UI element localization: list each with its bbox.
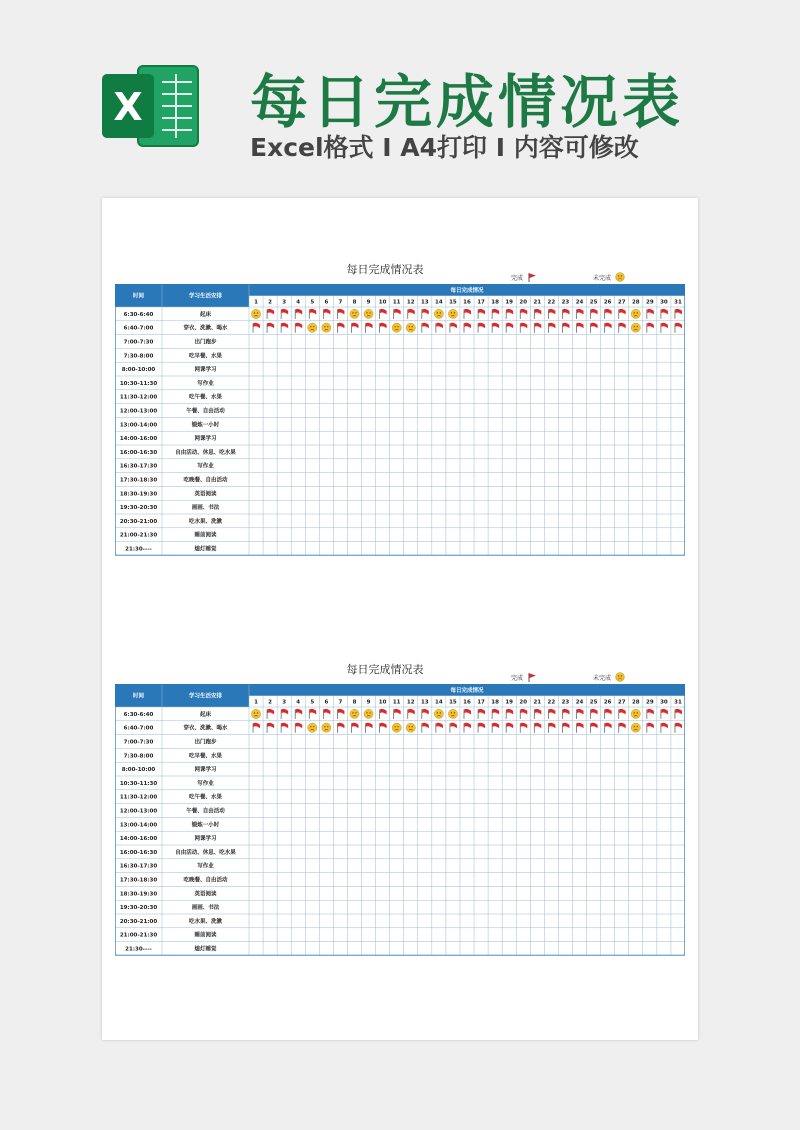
flag-icon	[337, 323, 344, 333]
row-time: 14:00-16:00	[119, 836, 158, 843]
flag-icon	[562, 709, 569, 719]
flag-icon	[548, 323, 555, 333]
flag-icon	[605, 709, 612, 719]
flag-icon	[337, 709, 344, 719]
row-task: 写作业	[197, 380, 214, 387]
flag-icon	[562, 723, 569, 733]
row-task: 午餐、自由活动	[186, 408, 225, 415]
row-task: 锻炼一小时	[191, 822, 220, 829]
row-task: 网课学习	[194, 436, 217, 443]
row-task: 写作业	[197, 463, 214, 470]
day-number: 3	[282, 299, 287, 306]
day-number: 31	[674, 699, 682, 706]
document-page	[102, 198, 698, 1040]
schedule-table	[115, 284, 685, 558]
day-number: 18	[491, 299, 499, 306]
flag-icon	[562, 323, 569, 333]
row-time: 12:00-13:00	[119, 808, 158, 815]
row-time: 6:30-6:40	[123, 311, 154, 318]
row-time: 8:00-10:00	[121, 367, 156, 374]
flag-icon	[661, 723, 668, 733]
flag-icon	[492, 709, 499, 719]
flag-icon	[267, 709, 274, 719]
day-number: 10	[378, 299, 387, 306]
flag-icon	[478, 723, 485, 733]
flag-icon	[281, 709, 288, 719]
row-time: 12:00-13:00	[119, 408, 158, 415]
row-time: 7:30-8:00	[123, 753, 154, 760]
flag-icon	[520, 323, 527, 333]
day-number: 22	[547, 699, 556, 706]
day-number: 27	[617, 699, 626, 706]
day-number: 19	[505, 299, 514, 306]
flag-icon	[337, 723, 344, 733]
row-time: 17:30-18:30	[119, 477, 158, 484]
day-number: 30	[660, 699, 668, 706]
sad-face-icon	[308, 323, 317, 332]
day-number: 30	[660, 299, 668, 306]
flag-icon	[295, 723, 302, 733]
row-time: 13:00-14:00	[119, 422, 158, 429]
sad-face-icon	[434, 709, 443, 718]
row-time: 16:30-17:30	[119, 863, 158, 870]
sad-face-icon	[615, 272, 625, 282]
row-task: 起床	[199, 311, 212, 318]
flag-icon	[492, 723, 499, 733]
day-number: 11	[392, 299, 401, 306]
flag-icon	[337, 309, 344, 319]
flag-icon	[394, 309, 401, 319]
row-time: 6:30-6:40	[123, 711, 154, 718]
col-header-task: 学习生活安排	[188, 693, 223, 700]
day-number: 7	[338, 299, 343, 306]
day-number: 23	[561, 699, 570, 706]
day-number: 6	[324, 299, 329, 306]
flag-icon	[436, 723, 443, 733]
flag-icon	[450, 323, 457, 333]
row-time: 14:00-16:00	[119, 436, 158, 443]
row-task: 出门跑步	[194, 739, 217, 746]
day-number: 4	[296, 299, 301, 306]
col-header-time: 时间	[132, 693, 145, 700]
flag-icon	[506, 323, 513, 333]
row-time: 6:40-7:00	[123, 725, 154, 732]
row-task: 吃早餐、水果	[188, 753, 223, 760]
row-time: 19:30-20:30	[119, 505, 158, 512]
sad-face-icon	[434, 309, 443, 318]
row-task: 穿衣、洗漱、喝水	[183, 725, 228, 732]
flag-icon	[281, 323, 288, 333]
flag-icon	[281, 309, 288, 319]
banner	[0, 0, 800, 190]
flag-icon	[577, 323, 584, 333]
flag-icon	[309, 309, 316, 319]
flag-icon	[577, 723, 584, 733]
flag-icon	[281, 723, 288, 733]
row-task: 网课学习	[194, 836, 217, 843]
day-number: 27	[617, 299, 626, 306]
flag-icon	[591, 309, 598, 319]
day-number: 8	[352, 699, 357, 706]
day-number: 14	[435, 299, 443, 306]
flag-icon	[534, 323, 541, 333]
sad-face-icon	[392, 323, 401, 332]
legend-undone-label: 未完成	[593, 674, 612, 682]
flag-icon	[661, 309, 668, 319]
day-number: 5	[310, 299, 315, 306]
row-time: 17:30-18:30	[119, 877, 158, 884]
flag-icon	[647, 309, 654, 319]
day-number: 4	[296, 699, 301, 706]
flag-icon	[478, 709, 485, 719]
day-number: 10	[378, 699, 387, 706]
day-number: 29	[646, 299, 654, 306]
row-time: 19:30-20:30	[119, 905, 158, 912]
flag-icon	[464, 309, 471, 319]
row-time: 21:30----	[125, 546, 152, 553]
row-task: 写作业	[197, 780, 214, 787]
flag-icon	[520, 309, 527, 319]
flag-icon	[422, 723, 429, 733]
flag-icon	[675, 309, 682, 319]
flag-icon	[408, 709, 415, 719]
flag-icon	[351, 723, 358, 733]
flag-icon	[548, 709, 555, 719]
day-number: 17	[477, 699, 485, 706]
flag-icon	[591, 323, 598, 333]
sad-face-icon	[350, 309, 359, 318]
row-time: 16:30-17:30	[119, 463, 158, 470]
flag-icon	[520, 709, 527, 719]
row-time: 7:30-8:00	[123, 353, 154, 360]
day-number: 15	[449, 299, 457, 306]
flag-icon	[478, 323, 485, 333]
flag-icon	[527, 272, 537, 282]
row-time: 21:30----	[125, 946, 152, 953]
flag-icon	[534, 309, 541, 319]
day-number: 16	[463, 699, 471, 706]
flag-icon	[450, 723, 457, 733]
flag-icon	[527, 672, 537, 682]
sad-face-icon	[251, 709, 260, 718]
col-header-time: 时间	[132, 293, 145, 300]
sad-face-icon	[448, 709, 457, 718]
sad-face-icon	[322, 323, 331, 332]
row-task: 网课学习	[194, 367, 217, 374]
day-number: 3	[282, 699, 287, 706]
day-number: 13	[420, 699, 429, 706]
flag-icon	[323, 709, 330, 719]
flag-icon	[577, 309, 584, 319]
day-number: 29	[646, 699, 654, 706]
row-task: 画画、书法	[191, 505, 220, 512]
day-number: 9	[366, 299, 371, 306]
sad-face-icon	[364, 309, 373, 318]
day-number: 13	[420, 299, 429, 306]
row-time: 10:30-11:30	[119, 780, 158, 787]
day-number: 26	[603, 299, 612, 306]
flag-icon	[422, 323, 429, 333]
row-time: 16:00-16:30	[119, 849, 158, 856]
row-time: 20:30-21:00	[119, 918, 158, 925]
row-task: 起床	[199, 711, 212, 718]
sad-face-icon	[322, 723, 331, 732]
sheet-title: 每日完成情况表	[346, 663, 424, 676]
row-task: 网课学习	[194, 767, 217, 774]
flag-icon	[492, 309, 499, 319]
flag-icon	[464, 323, 471, 333]
sad-face-icon	[350, 709, 359, 718]
day-number: 21	[533, 699, 542, 706]
flag-icon	[534, 709, 541, 719]
row-task: 穿衣、洗漱、喝水	[183, 325, 228, 332]
flag-icon	[422, 309, 429, 319]
flag-icon	[408, 309, 415, 319]
day-number: 12	[406, 699, 415, 706]
legend-undone	[593, 272, 625, 282]
legend-done	[511, 672, 537, 682]
row-task: 吃晚餐、自由活动	[183, 877, 228, 884]
flag-icon	[309, 709, 316, 719]
flag-icon	[605, 309, 612, 319]
day-number: 12	[406, 299, 415, 306]
row-task: 吃午餐、水果	[188, 794, 223, 801]
flag-icon	[619, 309, 626, 319]
row-task: 熄灯睡觉	[194, 946, 217, 953]
flag-icon	[267, 323, 274, 333]
flag-icon	[464, 723, 471, 733]
day-number: 1	[254, 299, 258, 306]
row-task: 睡前阅读	[194, 932, 217, 939]
day-number: 5	[310, 699, 315, 706]
flag-icon	[675, 323, 682, 333]
sad-face-icon	[406, 323, 415, 332]
day-number: 11	[392, 699, 401, 706]
banner-title: 每日完成情况表	[250, 68, 685, 136]
day-number: 21	[533, 299, 542, 306]
day-number: 17	[477, 299, 485, 306]
day-number: 16	[463, 299, 471, 306]
flag-icon	[577, 709, 584, 719]
flag-icon	[380, 709, 387, 719]
banner-subtitle: Excel格式 I A4打印 I 内容可修改	[250, 133, 639, 162]
day-number: 18	[491, 699, 499, 706]
flag-icon	[647, 323, 654, 333]
sad-face-icon	[631, 709, 640, 718]
flag-icon	[591, 723, 598, 733]
day-number: 28	[631, 299, 640, 306]
row-time: 7:00-7:30	[123, 339, 154, 346]
row-task: 吃水果、洗漱	[188, 518, 223, 525]
col-header-days: 每日完成情况	[450, 288, 484, 294]
day-number: 14	[435, 699, 443, 706]
sad-face-icon	[392, 723, 401, 732]
row-time: 20:30-21:00	[119, 518, 158, 525]
flag-icon	[366, 323, 373, 333]
flag-icon	[520, 723, 527, 733]
excel-logo-icon	[100, 60, 200, 152]
day-number: 20	[519, 299, 528, 306]
flag-icon	[675, 723, 682, 733]
day-number: 25	[589, 699, 598, 706]
day-number: 2	[268, 699, 273, 706]
flag-icon	[548, 309, 555, 319]
row-time: 18:30-19:30	[119, 491, 158, 498]
day-number: 31	[674, 299, 682, 306]
flag-icon	[492, 323, 499, 333]
flag-icon	[295, 709, 302, 719]
day-number: 9	[366, 699, 371, 706]
day-number: 23	[561, 299, 570, 306]
flag-icon	[295, 323, 302, 333]
flag-icon	[534, 723, 541, 733]
row-task: 吃晚餐、自由活动	[183, 477, 228, 484]
day-number: 25	[589, 299, 598, 306]
flag-icon	[351, 323, 358, 333]
flag-icon	[394, 709, 401, 719]
row-task: 写作业	[197, 863, 214, 870]
flag-icon	[295, 309, 302, 319]
flag-icon	[562, 309, 569, 319]
row-task: 吃水果、洗漱	[188, 918, 223, 925]
row-time: 21:00-21:30	[119, 932, 158, 939]
flag-icon	[422, 709, 429, 719]
flag-icon	[267, 723, 274, 733]
sad-face-icon	[406, 723, 415, 732]
row-time: 6:40-7:00	[123, 325, 154, 332]
logo-letter: X	[113, 85, 143, 129]
row-task: 锻炼一小时	[191, 422, 220, 429]
day-number: 24	[575, 299, 584, 306]
flag-icon	[661, 323, 668, 333]
flag-icon	[253, 323, 260, 333]
flag-icon	[548, 723, 555, 733]
row-task: 画画、书法	[191, 905, 220, 912]
row-time: 7:00-7:30	[123, 739, 154, 746]
flag-icon	[619, 723, 626, 733]
flag-icon	[506, 709, 513, 719]
day-number: 28	[631, 699, 640, 706]
day-number: 19	[505, 699, 514, 706]
sad-face-icon	[631, 723, 640, 732]
row-task: 出门跑步	[194, 339, 217, 346]
row-time: 10:30-11:30	[119, 380, 158, 387]
row-time: 11:30-12:00	[119, 794, 158, 801]
row-task: 英语阅读	[194, 491, 217, 498]
row-time: 11:30-12:00	[119, 394, 158, 401]
legend-undone-label: 未完成	[593, 274, 612, 282]
row-time: 18:30-19:30	[119, 891, 158, 898]
flag-icon	[647, 723, 654, 733]
row-task: 午餐、自由活动	[186, 808, 225, 815]
row-task: 吃午餐、水果	[188, 394, 223, 401]
flag-icon	[675, 709, 682, 719]
day-number: 20	[519, 699, 528, 706]
row-time: 16:00-16:30	[119, 449, 158, 456]
flag-icon	[605, 723, 612, 733]
day-number: 15	[449, 699, 457, 706]
row-task: 自由活动、休息、吃水果	[175, 449, 236, 456]
flag-icon	[619, 709, 626, 719]
row-time: 21:00-21:30	[119, 532, 158, 539]
legend-done-label: 完成	[511, 274, 524, 282]
flag-icon	[464, 709, 471, 719]
flag-icon	[380, 323, 387, 333]
row-time: 13:00-14:00	[119, 822, 158, 829]
flag-icon	[605, 323, 612, 333]
row-time: 8:00-10:00	[121, 767, 156, 774]
col-header-task: 学习生活安排	[188, 293, 223, 300]
col-header-days: 每日完成情况	[450, 688, 484, 694]
flag-icon	[506, 723, 513, 733]
legend-done-label: 完成	[511, 674, 524, 682]
sad-face-icon	[308, 723, 317, 732]
day-number: 22	[547, 299, 556, 306]
row-task: 吃早餐、水果	[188, 353, 223, 360]
day-number: 26	[603, 699, 612, 706]
day-number: 8	[352, 299, 357, 306]
flag-icon	[366, 723, 373, 733]
flag-icon	[436, 323, 443, 333]
sad-face-icon	[615, 672, 625, 682]
schedule-table	[115, 684, 685, 958]
legend-done	[511, 272, 537, 282]
flag-icon	[478, 309, 485, 319]
flag-icon	[323, 309, 330, 319]
day-number: 24	[575, 699, 584, 706]
flag-icon	[267, 309, 274, 319]
day-number: 1	[254, 699, 258, 706]
day-number: 7	[338, 699, 343, 706]
flag-icon	[591, 709, 598, 719]
sad-face-icon	[631, 323, 640, 332]
flag-icon	[380, 723, 387, 733]
row-task: 睡前阅读	[194, 532, 217, 539]
sad-face-icon	[631, 309, 640, 318]
flag-icon	[619, 323, 626, 333]
flag-icon	[253, 723, 260, 733]
sad-face-icon	[251, 309, 260, 318]
day-number: 6	[324, 699, 329, 706]
row-task: 英语阅读	[194, 891, 217, 898]
flag-icon	[506, 309, 513, 319]
flag-icon	[647, 709, 654, 719]
sheet-title: 每日完成情况表	[346, 263, 424, 276]
flag-icon	[380, 309, 387, 319]
sad-face-icon	[448, 309, 457, 318]
day-number: 2	[268, 299, 273, 306]
flag-icon	[661, 709, 668, 719]
row-task: 自由活动、休息、吃水果	[175, 849, 236, 856]
sad-face-icon	[364, 709, 373, 718]
legend-undone	[593, 672, 625, 682]
row-task: 熄灯睡觉	[194, 546, 217, 553]
